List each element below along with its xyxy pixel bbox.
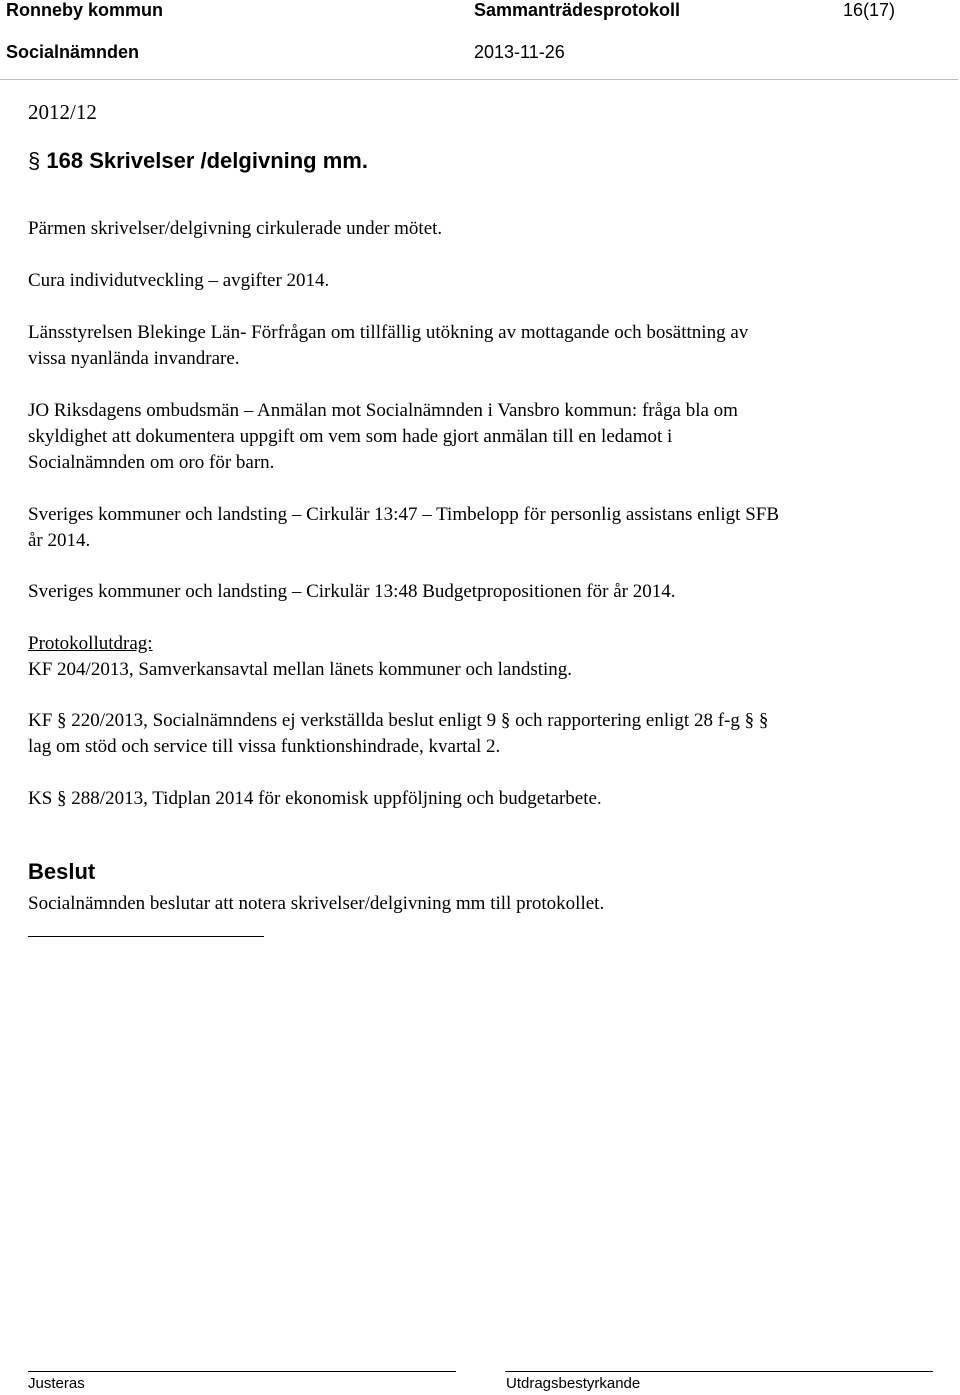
- justeras-rule: [28, 1371, 456, 1372]
- utdrag-rule: [505, 1371, 933, 1372]
- paragraph-5-line-2: år 2014.: [28, 530, 91, 551]
- paragraph-8-text-b: och rapportering enligt 28 f-g: [510, 710, 745, 731]
- section-title: [28, 148, 368, 174]
- signature-line: [28, 936, 264, 937]
- page-number: 16(17): [843, 0, 896, 20]
- paragraph-4-line-1: JO Riksdagens ombudsmän – Anmälan mot Socialnämnden i Vansbro kommun: fråga bla om: [28, 400, 738, 421]
- paragraph-4-line-2: skyldighet att dokumentera uppgift om vem som hade gjort anmälan till en ledamot i: [28, 426, 673, 447]
- paragraph-7: KF 204/2013, Samverkansavtal mellan länets kommuner och landsting.: [28, 659, 573, 680]
- paragraph-symbol: §: [28, 148, 41, 173]
- paragraph-2: Cura individutveckling – avgifter 2014.: [28, 270, 330, 291]
- paragraph-symbol: §: [57, 710, 67, 731]
- meeting-date: 2013-11-26: [474, 42, 565, 62]
- paragraph-8-text-a: 220/2013, Socialnämndens ej verkställda beslut enligt 9: [66, 710, 501, 731]
- paragraph-symbol: §: [57, 788, 67, 809]
- paragraph-9-prefix: KS: [28, 788, 58, 809]
- paragraph-6: Sveriges kommuner och landsting – Cirkulär 13:48 Budgetpropositionen för år 2014.: [28, 581, 676, 602]
- utdragsbestyrkande-label: Utdragsbestyrkande: [506, 1375, 641, 1392]
- section-title-text: 168 Skrivelser /delgivning mm.: [46, 148, 368, 173]
- committee-name: Socialnämnden: [6, 42, 140, 62]
- paragraph-4-line-3: Socialnämnden om oro för barn.: [28, 452, 275, 473]
- justeras-label: Justeras: [28, 1375, 85, 1392]
- case-number: 2012/12: [28, 100, 97, 124]
- protokollutdrag-label: Protokollutdrag:: [28, 633, 153, 654]
- paragraph-8-prefix: KF: [28, 710, 58, 731]
- paragraph-symbol: §: [758, 710, 769, 731]
- paragraph-9-text: 288/2013, Tidplan 2014 för ekonomisk uppföljning och budgetarbete.: [66, 788, 602, 809]
- paragraph-3-line-1: Länsstyrelsen Blekinge Län- Förfrågan om tillfällig utökning av mottagande och bosättning av: [28, 322, 749, 343]
- paragraph-3-line-2: vissa nyanlända invandrare.: [28, 348, 240, 369]
- decision-text: Socialnämnden beslutar att notera skrivelser/delgivning mm till protokollet.: [28, 893, 605, 914]
- paragraph-1: Pärmen skrivelser/delgivning cirkulerade under mötet.: [28, 218, 443, 239]
- paragraph-9: [28, 786, 928, 812]
- decision-heading: Beslut: [28, 859, 96, 884]
- paragraph-symbol: §: [744, 710, 755, 731]
- paragraph-symbol: §: [500, 710, 511, 731]
- header-divider: [0, 79, 958, 80]
- municipality-name: Ronneby kommun: [6, 0, 164, 20]
- document-type: Sammanträdesprotokoll: [474, 0, 681, 20]
- paragraph-8-line-1: [28, 708, 928, 734]
- paragraph-8-line-2: lag om stöd och service till vissa funktionshindrade, kvartal 2.: [28, 736, 501, 757]
- paragraph-5-line-1: Sveriges kommuner och landsting – Cirkulär 13:47 – Timbelopp för personlig assistans enligt SFB: [28, 504, 780, 525]
